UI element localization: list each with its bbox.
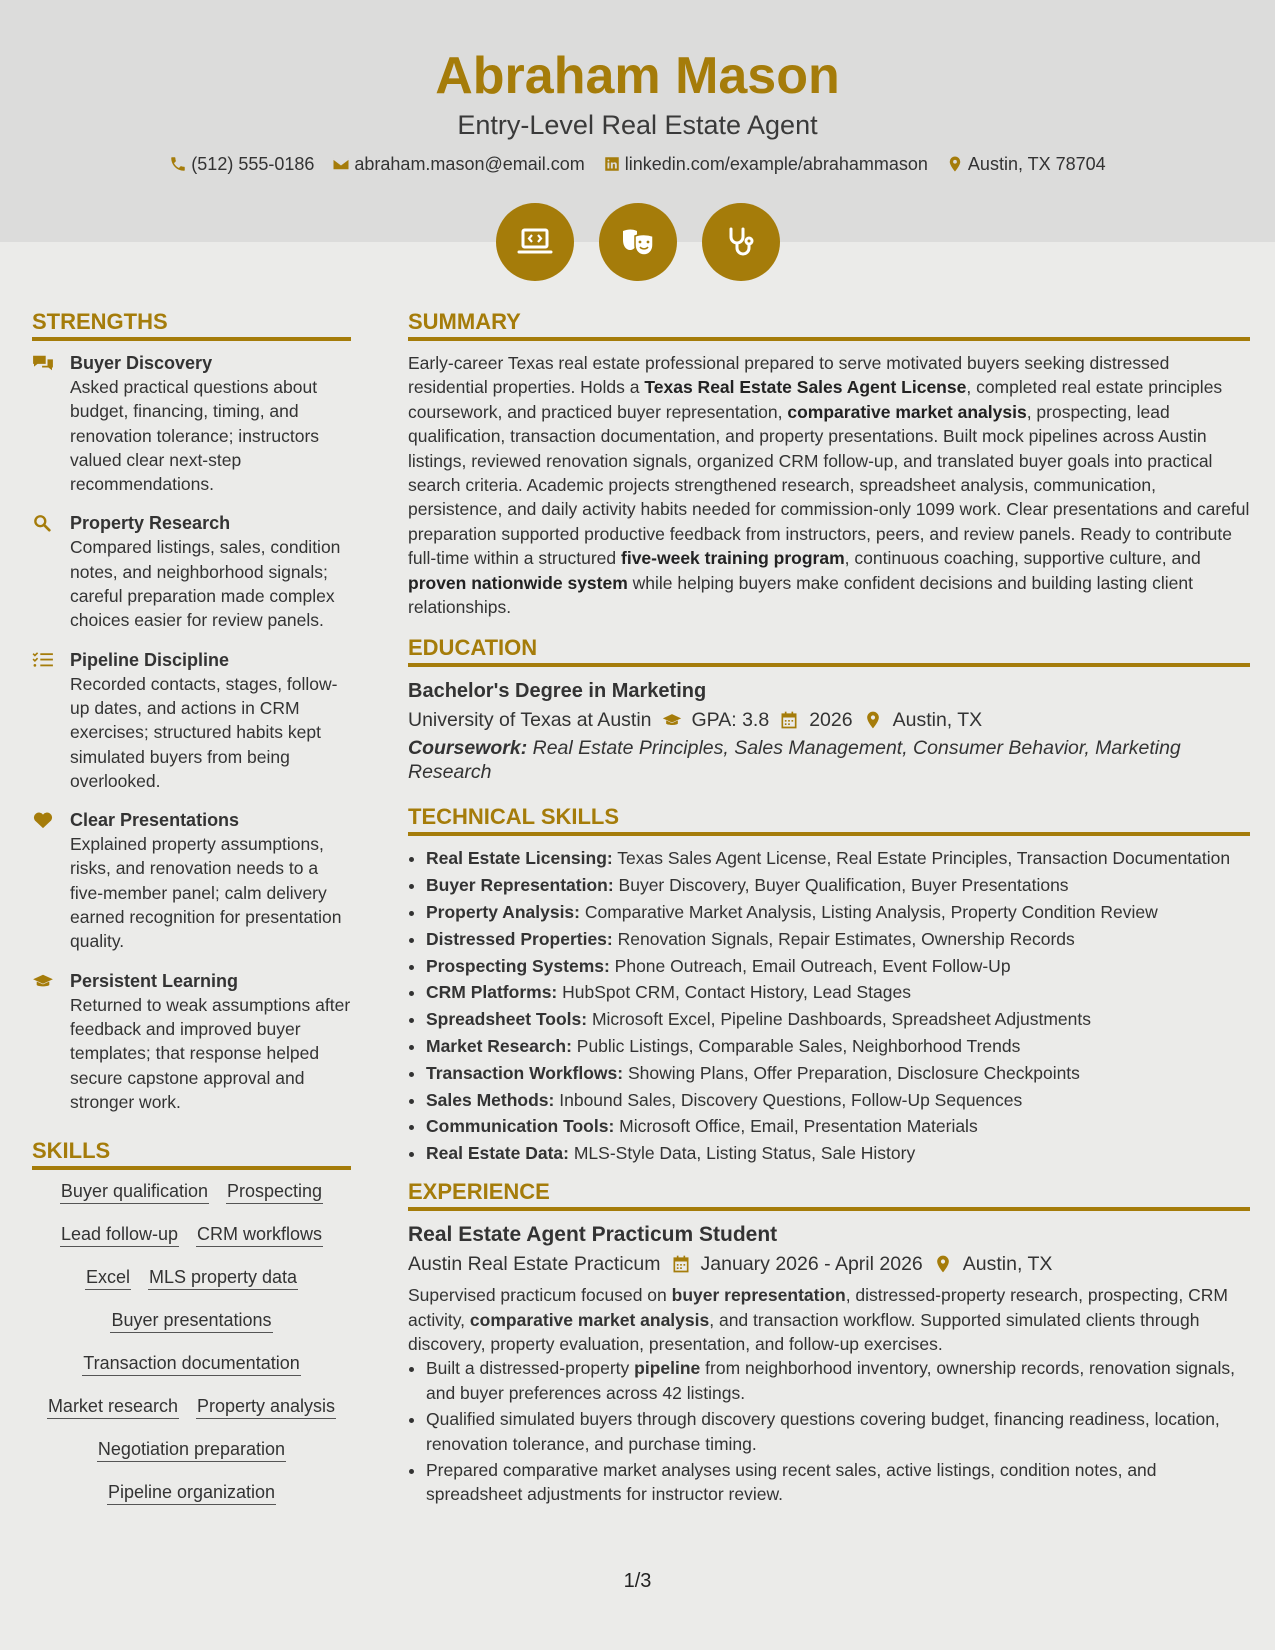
emphasis-text: comparative market analysis [469, 1309, 710, 1330]
technical-skill-value: Phone Outreach, Email Outreach, Event Follow-Up [609, 955, 1011, 976]
experience-description [408, 1283, 1250, 1356]
technical-skill-value: Texas Sales Agent License, Real Estate Principles, Transaction Documentation [612, 848, 1231, 869]
education-meta [408, 705, 1250, 735]
text-run: , distressed-property research, prospecting, CRM activity, [408, 1285, 1228, 1330]
experience-bullets [408, 1356, 1250, 1506]
left-column [32, 307, 351, 1524]
location-text: Austin, TX 78704 [967, 154, 1106, 174]
strength-item [32, 351, 351, 496]
strength-item [32, 648, 351, 793]
technical-skill-value: Renovation Signals, Repair Estimates, Ownership Records [612, 928, 1075, 949]
technical-skill-label: Real Estate Licensing: [426, 848, 613, 869]
coursework [408, 736, 1250, 784]
skill-chip: Negotiation preparation [97, 1438, 286, 1462]
experience-bullet [426, 1356, 1250, 1405]
strength-title: Persistent Learning [70, 970, 239, 991]
strength-item [32, 808, 351, 953]
contact-row [0, 151, 1275, 177]
emphasis-text: proven nationwide system [408, 572, 628, 593]
technical-skill-label: Buyer Representation: [426, 875, 614, 896]
badge-laptop [496, 203, 574, 281]
calendar-icon [671, 1254, 691, 1274]
strength-item [32, 511, 351, 632]
contact-linkedin[interactable] [603, 151, 928, 177]
text-run: Qualified simulated buyers through discovery questions covering budget, financing readiness, location, renovation tolerance, and purchase timing. [426, 1409, 1220, 1454]
technical-skill-value: Microsoft Office, Email, Presentation Materials [614, 1116, 978, 1137]
strength-desc: Compared listings, sales, condition notes, and neighborhood signals; careful preparation made complex choices easier for review panels. [70, 537, 341, 631]
experience-heading: EXPERIENCE [408, 1177, 1250, 1211]
strength-title: Clear Presentations [70, 810, 240, 831]
heart-icon [32, 811, 54, 829]
list-check-icon [32, 651, 54, 669]
comments-icon [32, 354, 54, 372]
search-icon [32, 514, 54, 532]
technical-skill-label: Communication Tools: [426, 1116, 615, 1137]
organization: Austin Real Estate Practicum [408, 1253, 661, 1276]
technical-skill-item [426, 954, 1250, 978]
coursework-label: Coursework: [408, 737, 528, 760]
skill-chip: Excel [85, 1266, 131, 1290]
badge-stethoscope [702, 203, 780, 281]
technical-skill-label: Market Research: [426, 1036, 572, 1057]
technical-skill-item [426, 1061, 1250, 1085]
contact-email[interactable] [332, 151, 584, 177]
strengths-heading: STRENGTHS [32, 307, 351, 341]
experience-location: Austin, TX [962, 1253, 1053, 1276]
calendar-icon [779, 710, 799, 730]
skill-chip: CRM workflows [196, 1223, 323, 1247]
envelope-icon [332, 155, 350, 173]
emphasis-text: buyer representation [671, 1285, 846, 1306]
skills-heading: SKILLS [32, 1136, 351, 1170]
technical-skill-item [426, 1088, 1250, 1112]
technical-skill-value: Comparative Market Analysis, Listing Analysis, Property Condition Review [580, 902, 1158, 923]
job-title: Real Estate Agent Practicum Student [408, 1223, 778, 1247]
text-run: , continuous coaching, supportive culture, and [844, 548, 1201, 569]
technical-skill-label: Property Analysis: [426, 902, 580, 923]
text-run: Early-career Texas real estate professional prepared to serve motivated buyers seeking distressed residential properties. Holds a [408, 353, 1170, 398]
text-run: while helping buyers make confident decisions and building lasting client relationships. [408, 572, 1193, 618]
strength-title: Buyer Discovery [70, 353, 213, 373]
skills-list [32, 1180, 351, 1505]
text-run: Prepared comparative market analyses using recent sales, active listings, condition notes, and spreadsheet adjustments for instructor review. [426, 1460, 1157, 1505]
contact-phone [169, 151, 314, 177]
coursework-list: Real Estate Principles, Sales Management, Consumer Behavior, Marketing Research [408, 737, 1181, 784]
technical-skills-heading: TECHNICAL SKILLS [408, 802, 1250, 836]
phone-icon [169, 155, 187, 173]
summary-heading: SUMMARY [408, 307, 1250, 341]
strength-desc: Recorded contacts, stages, follow-up dates, and actions in CRM exercises; structured habits kept simulated buyers from being overlooked. [70, 673, 338, 791]
linkedin-text[interactable]: linkedin.com/example/abrahammason [624, 154, 928, 174]
technical-skill-item [426, 846, 1250, 870]
text-run: Supervised practicum focused on [408, 1285, 672, 1306]
technical-skill-item [426, 1007, 1250, 1031]
technical-skill-label: Spreadsheet Tools: [426, 1009, 588, 1030]
skill-chip: Transaction documentation [82, 1352, 300, 1376]
technical-skill-item [426, 1034, 1250, 1058]
technical-skill-item [426, 873, 1250, 897]
technical-skill-value: Public Listings, Comparable Sales, Neighborhood Trends [571, 1036, 1021, 1057]
technical-skill-label: Sales Methods: [426, 1089, 555, 1110]
technical-skill-value: Microsoft Excel, Pipeline Dashboards, Spreadsheet Adjustments [587, 1009, 1091, 1030]
technical-skill-value: Showing Plans, Offer Preparation, Disclosure Checkpoints [623, 1062, 1080, 1083]
degree: Bachelor's Degree in Marketing [408, 680, 707, 703]
edu-location: Austin, TX [892, 709, 983, 732]
skill-chip: Property analysis [196, 1395, 336, 1419]
strength-desc: Explained property assumptions, risks, and renovation needs to a five-member panel; calm delivery earned recognition for presentation quality. [70, 834, 342, 952]
candidate-title: Entry-Level Real Estate Agent [457, 110, 818, 140]
technical-skills-list [408, 846, 1250, 1165]
grad-year: 2026 [809, 709, 853, 732]
technical-skill-label: Real Estate Data: [426, 1143, 569, 1164]
graduation-cap-icon [662, 710, 682, 730]
technical-skill-value: Buyer Discovery, Buyer Qualification, Buyer Presentations [613, 875, 1069, 896]
map-pin-icon [863, 710, 883, 730]
header-band [0, 0, 1275, 242]
map-pin-icon [933, 1254, 953, 1274]
skill-chip: Lead follow-up [60, 1223, 179, 1247]
email-text[interactable]: abraham.mason@email.com [354, 154, 585, 174]
experience-bullet [426, 1458, 1250, 1507]
technical-skill-label: Transaction Workflows: [426, 1062, 624, 1083]
text-run: , completed real estate principles coursework, and practiced buyer representation, [408, 377, 1223, 422]
technical-skill-value: Inbound Sales, Discovery Questions, Follow-Up Sequences [554, 1089, 1023, 1110]
experience-dates: January 2026 - April 2026 [700, 1253, 923, 1276]
map-pin-icon [946, 155, 964, 173]
technical-skill-item [426, 1141, 1250, 1165]
experience-bullet [426, 1407, 1250, 1456]
emphasis-text: Texas Real Estate Sales Agent License [644, 377, 967, 398]
stethoscope-icon [721, 222, 761, 262]
theater-masks-icon [618, 222, 658, 262]
phone-text: (512) 555-0186 [191, 154, 315, 174]
technical-skill-item [426, 1114, 1250, 1138]
skill-chip: Market research [47, 1395, 179, 1419]
strength-item [32, 969, 351, 1114]
candidate-name: Abraham Mason [435, 47, 840, 105]
interest-badges [0, 203, 1275, 281]
technical-skill-label: Prospecting Systems: [426, 955, 610, 976]
strength-desc: Returned to weak assumptions after feedback and improved buyer templates; that response helped secure capstone approval and stronger work. [70, 994, 351, 1112]
technical-skill-item [426, 980, 1250, 1004]
text-run: , and transaction workflow. Supported simulated clients through discovery, property evaluation, presentation, and follow-up exercises. [408, 1309, 1200, 1355]
right-column [408, 307, 1250, 1509]
text-run: , prospecting, lead qualification, transaction documentation, and property presentations. Built mock pipelines across Austin listings, reviewed renovation signals, organized CRM follow-up, and translated buyer goals into practical search criteria. Academic projects strengthened research, spreadsheet analysis, communication, persistence, and daily activity habits needed for commission-only 1099 work. Clear presentations and careful preparation supported productive feedback from instructors, peers, and review panels. Ready to contribute full-time within a structured [408, 401, 1250, 569]
technical-skill-value: HubSpot CRM, Contact History, Lead Stages [557, 982, 911, 1003]
technical-skill-item [426, 927, 1250, 951]
badge-theater [599, 203, 677, 281]
experience-meta [408, 1249, 1250, 1279]
emphasis-text: comparative market analysis [787, 401, 1027, 422]
technical-skill-item [426, 900, 1250, 924]
page-number: 1/3 [623, 1570, 652, 1592]
technical-skill-label: Distressed Properties: [426, 928, 613, 949]
emphasis-text: five-week training program [621, 548, 845, 569]
education-heading: EDUCATION [408, 633, 1250, 667]
skill-chip: Buyer qualification [60, 1180, 209, 1204]
emphasis-text: pipeline [634, 1358, 701, 1379]
strength-desc: Asked practical questions about budget, financing, timing, and renovation tolerance; instructors valued clear next-step recommendations. [70, 377, 320, 495]
skill-chip: MLS property data [148, 1266, 298, 1290]
gpa: GPA: 3.8 [691, 709, 770, 732]
strength-title: Property Research [70, 513, 231, 534]
text-run: from neighborhood inventory, ownership records, renovation signals, and buyer preferences across 42 listings. [426, 1358, 1235, 1403]
skill-chip: Pipeline organization [107, 1481, 276, 1505]
text-run: Built a distressed-property [426, 1358, 635, 1379]
graduation-cap-icon [32, 972, 54, 990]
skill-chip: Prospecting [226, 1180, 323, 1204]
linkedin-icon [603, 155, 621, 173]
contact-location [946, 151, 1106, 177]
summary-text [408, 351, 1250, 619]
school: University of Texas at Austin [408, 709, 652, 732]
skill-chip: Buyer presentations [110, 1309, 272, 1333]
laptop-code-icon [515, 222, 555, 262]
strength-title: Pipeline Discipline [70, 649, 230, 670]
technical-skill-label: CRM Platforms: [426, 982, 558, 1003]
technical-skill-value: MLS-Style Data, Listing Status, Sale History [568, 1143, 916, 1164]
